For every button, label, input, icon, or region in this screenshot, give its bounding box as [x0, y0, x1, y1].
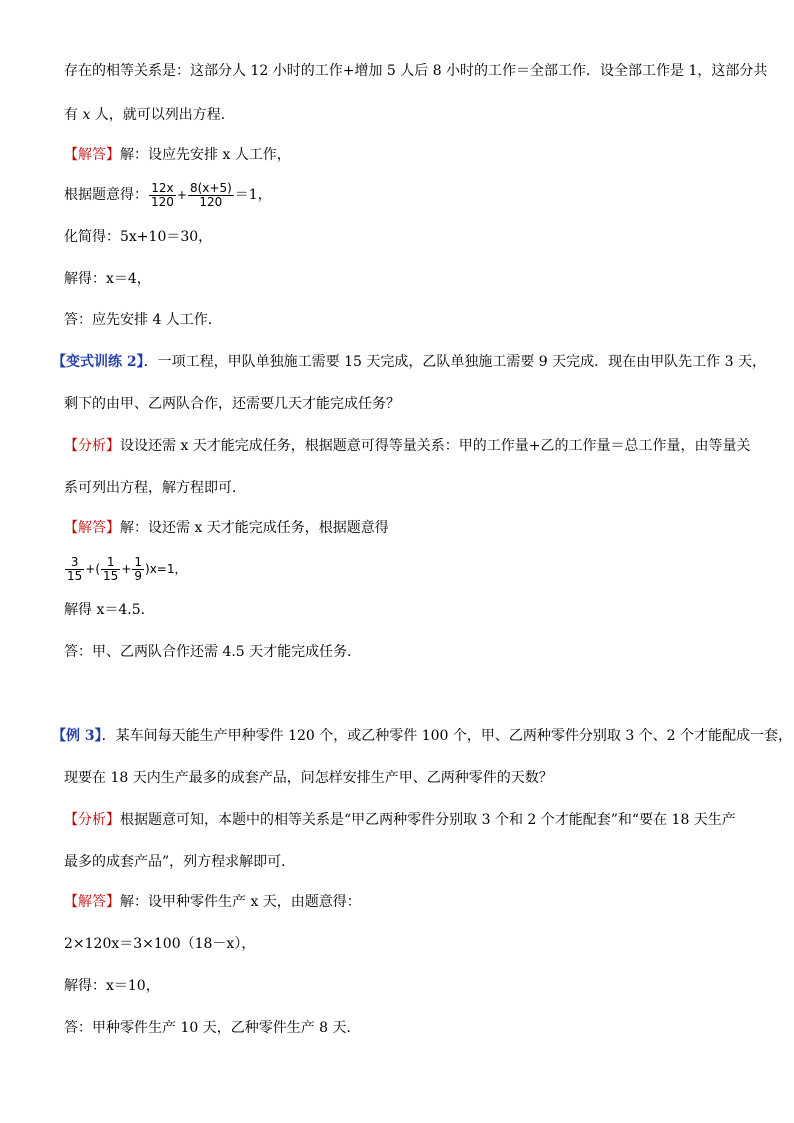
equation-label: 根据题意得：: [64, 187, 148, 203]
fraction: [132, 556, 144, 583]
analysis-line: 系可列出方程，解方程即可．: [64, 480, 246, 496]
simplify-line: 化简得：5x+10＝30，: [64, 229, 213, 245]
answer-line: [64, 146, 291, 164]
paragraph-line: 现要在 18 天内生产最多的成套产品，问怎样安排生产甲、乙两种零件的天数？: [64, 770, 553, 786]
fraction: [188, 182, 234, 209]
fraction-denominator: 120: [188, 195, 234, 209]
fraction-denominator: 15: [103, 568, 119, 583]
equation-line: [64, 178, 272, 212]
example-text: ．某车间每天能生产甲种零件 120 个，或乙种零件 100 个，甲、乙两种零件分别取 3 个、2 个才能配成一套，: [101, 728, 793, 744]
answer-line: [64, 519, 389, 537]
text: 人，就可以列出方程．: [90, 107, 235, 123]
equation-line: 2×120x＝3×100（18－x），: [64, 936, 256, 952]
answer-tag: 【解答】: [64, 520, 120, 536]
exercise-heading: [52, 353, 766, 371]
fraction-numerator: 8(x+5): [189, 180, 232, 195]
fraction-numerator: 1: [106, 554, 115, 569]
paragraph-line: [64, 106, 235, 124]
paragraph-line: 存在的相等关系是：这部分人 12 小时的工作+增加 5 人后 8 小时的工作＝全部工作．设全部工作是 1，这部分共: [64, 63, 768, 79]
fraction-denominator: 15: [67, 568, 83, 583]
solve-line: 解得 x＝4.5．: [64, 602, 155, 618]
solve-line: 解得：x＝10，: [64, 978, 160, 994]
answer-line: [64, 893, 361, 911]
fraction: [101, 556, 120, 583]
solve-line: 解得：x＝4，: [64, 271, 151, 287]
analysis-line: 最多的成套产品”，列方程求解即可．: [64, 854, 296, 870]
fraction: [149, 182, 176, 209]
analysis-text: 根据题意可知，本题中的相等关系是“甲乙两种零件分别取 3 个和 2 个才能配套”和“要在 18 天生产: [120, 812, 736, 828]
answer-text: 解：设应先安排 x 人工作，: [120, 147, 291, 163]
example-heading: [52, 727, 792, 745]
answer-text: 解：设还需 x 天才能完成任务，根据题意得: [120, 520, 389, 536]
exercise-tag: 【变式训练 2】: [52, 354, 144, 370]
text: 有: [64, 107, 83, 123]
analysis-text: 设设还需 x 天才能完成任务，根据题意可得等量关系：甲的工作量+乙的工作量＝总工作量，由等量关: [120, 438, 751, 454]
operator: +: [121, 562, 132, 576]
equation-rhs: ＝1，: [234, 187, 272, 203]
equation-tail: )x=1，: [145, 562, 187, 576]
final-answer: 答：甲种零件生产 10 天，乙种零件生产 8 天．: [64, 1020, 361, 1036]
analysis-line: [64, 811, 736, 829]
operator: +: [176, 188, 187, 202]
fraction: [65, 556, 84, 583]
answer-text: 解：设甲种零件生产 x 天，由题意得：: [120, 894, 361, 910]
analysis-line: [64, 437, 751, 455]
equation-line: [64, 552, 187, 586]
paragraph-line: 剩下的由甲、乙两队合作，还需要几天才能完成任务？: [64, 396, 400, 412]
answer-tag: 【解答】: [64, 147, 120, 163]
final-answer: 答：应先安排 4 人工作．: [64, 312, 222, 328]
analysis-tag: 【分析】: [64, 812, 120, 828]
fraction-denominator: 9: [134, 568, 143, 583]
final-answer: 答：甲、乙两队合作还需 4.5 天才能完成任务．: [64, 644, 362, 660]
fraction-numerator: 1: [134, 554, 143, 569]
example-tag: 【例 3】: [52, 728, 102, 744]
fraction-numerator: 12x: [151, 180, 174, 195]
exercise-text: ．一项工程，甲队单独施工需要 15 天完成，乙队单独施工需要 9 天完成．现在由甲队先工作 3 天，: [143, 354, 766, 370]
answer-tag: 【解答】: [64, 894, 120, 910]
fraction-numerator: 3: [70, 554, 79, 569]
fraction-denominator: 120: [151, 194, 174, 209]
operator: +(: [85, 562, 101, 576]
variable: x: [82, 107, 91, 123]
analysis-tag: 【分析】: [64, 438, 120, 454]
